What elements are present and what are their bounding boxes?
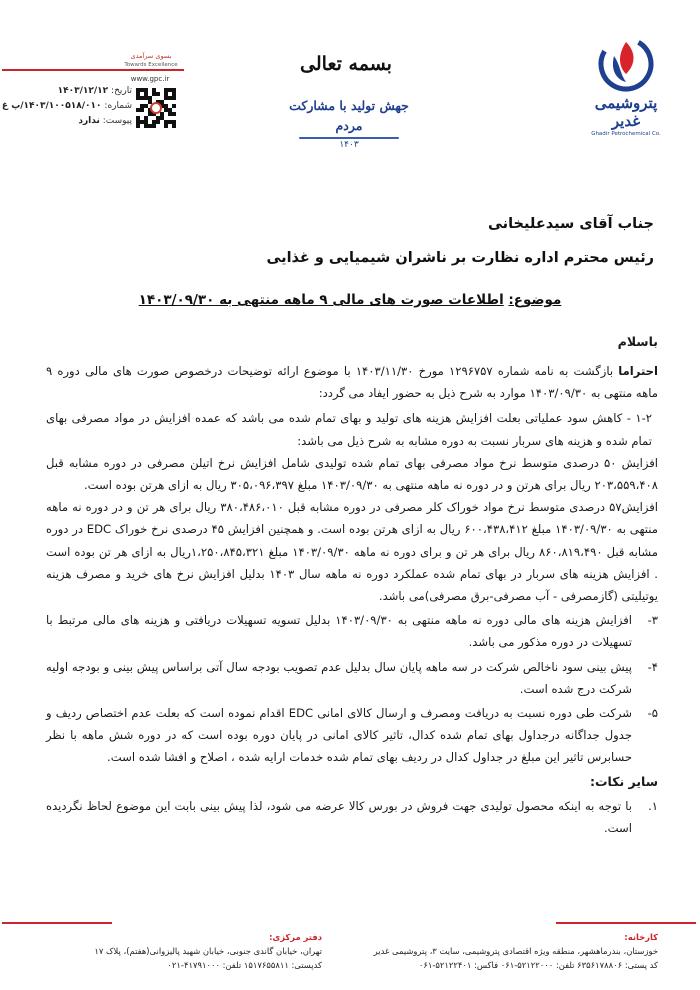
office-title: دفتر مرکزی: [269, 932, 322, 942]
other-notes-title: سایر نکات: [589, 773, 658, 789]
attachment-label: پیوست: [102, 116, 132, 126]
letter-meta [1, 84, 132, 129]
footer-office-address [32, 930, 322, 972]
subject-text: اطلاعات صورت های مالی ۹ ماهه منتهی به ۱۴۰۳/۰۹/۳۰ [138, 292, 504, 308]
excellence-en: Towards Excellence [124, 62, 178, 68]
header-accent-line [2, 69, 184, 71]
paragraph-ethylene: افزایش ۵۰ درصدی متوسط نرخ مواد مصرفی بهای تمام شده تولیدی شامل افزایش نرخ اتیلن مصرفی در دوره مشابه قبل ۲۰۳،۵۵۹،۴۰۸ ریال برای هرتن و در دوره نه ماهه منتهی به ۱۴۰۳/۰۹/۳۰ مبلغ ۳۰۵،۰۹۶،۳۹۷ ریال به ازای هرتن بوده است. [46, 455, 658, 493]
note-number: ۱. [648, 798, 658, 813]
intro-text: بازگشت به نامه شماره ۱۲۹۶۷۵۷ مورخ ۱۴۰۳/۱۱/۳۰ با موضوع ارائه توضیحات درخصوص صورت های مالی دوره ۹ ماهه منتهی به ۱۴۰۳/۰۹/۳۰ موارد به شرح ذیل به حضور ایفاد می گردد: [46, 364, 658, 401]
meta-number [1, 99, 132, 114]
bismillah-calligraphy: بسمه تعالی [300, 53, 392, 75]
recipient-block [34, 210, 654, 272]
logo-name-fa: پتروشیمی غدیر [594, 94, 658, 130]
list-item [46, 609, 658, 653]
meta-attachment [38, 114, 132, 129]
logo-name-en: Ghadir Petrochemical Co. [591, 131, 661, 137]
website-url: www.gpc.ir [130, 75, 170, 83]
intro-paragraph [46, 360, 658, 404]
factory-address: خوزستان، بندرماهشهر، منطقه ویژه اقتصادی پتروشیمی، سایت ۳، پتروشیمی غدیر [373, 946, 658, 956]
footer-accent-line-right [556, 922, 696, 924]
item-number: ۳- [647, 613, 658, 628]
qr-center-logo-icon [150, 102, 162, 114]
date-label: تاریخ: [111, 86, 132, 96]
company-logo [580, 34, 672, 136]
note-item [46, 795, 658, 839]
item-text: شرکت طی دوره نسبت به دریافت ومصرف و ارسال کالای امانی EDC اقدام نموده است که بعلت عدم اختصاص ردیف و جدول جداگانه درجداول بهای تمام شده کدال، تاثیر کالای امانی در پایان دوره بوده است که در دوره شش ماهه با نظر حسابرس تاثیر این مبلغ در جداول کدال در ردیف بهای تمام شده خدمات ارایه شده ، اصلاح و افشا شده است. [46, 706, 632, 765]
intro-bold: احتراما [618, 364, 659, 378]
item-number: ۴- [647, 659, 658, 674]
number-value: ۱۴۰۳/۱۰۰۵۱۸/۰۱۰/پ غ [1, 101, 102, 111]
paragraph-chlorine-edc: افزایش۵۷ درصدی متوسط نرخ مواد خوراک کلر مصرفی در دوره مشابه قبل ۳۸۰،۴۸۶،۰۱۰ ریال برای هر تن و در دوره نه ماهه منتهی به ۱۴۰۳/۰۹/۳۰ مبلغ ۶۰۰،۴۳۸،۴۱۲ ریال به ازای هرتن بوده است. و همچنین افزایش ۴۵ درصدی نرخ خوراک EDC در دوره مشابه قبل ۸۶۰،۸۱۹،۴۹۰ ریال برای هر تن و برای دوره نه ماهه ۱۴۰۳/۰۹/۳۰ مبلغ ۱،۲۵۰،۸۴۵،۳۲۱ریال به ازای هر تن بوده است . افزایش هزینه های سربار در بهای تمام شده عملکرد دوره نه ماهه سال ۱۴۰۳ بدلیل افزایش نرخ های خرید و مصرف هزینه یوتیلیتی (گازمصرفی - آب مصرفی-برق مصرفی)می باشد. [46, 500, 659, 604]
list-item [46, 656, 658, 700]
letter-subject [80, 292, 620, 308]
subject-label: موضوع: [508, 292, 562, 308]
year-slogan [284, 96, 414, 150]
letter-body [46, 360, 658, 839]
recipient-name: جناب آقای سیدعلیخانی [488, 216, 654, 232]
item-1-2: ۱-۲ - کاهش سود عملیاتی بعلت افزایش هزینه های تولید و بهای تمام شده می باشد که عمده افزایش در مواد مصرفی بهای تمام شده و هزینه های سربار نسبت به دوره مشابه به شرح ذیل می باشد: [46, 411, 652, 448]
office-contact: کدپستی: ۱۵۱۷۶۵۵۸۱۱ تلفن: ۴۱۷۹۱۰۰۰-۰۲۱ [167, 960, 322, 970]
date-value: ۱۴۰۳/۱۲/۱۲ [57, 86, 109, 96]
slogan-year: ۱۴۰۳ [339, 140, 359, 150]
ghadir-petrochemical-logo-icon [596, 34, 656, 92]
item-number: ۵- [647, 706, 658, 721]
greeting: باسلام [617, 334, 658, 349]
excellence-fa: بسوی سرآمدی [130, 52, 172, 60]
recipient-title: رئیس محترم اداره نظارت بر ناشران شیمیایی و غذایی [266, 250, 654, 266]
footer-accent-line-left [2, 922, 112, 924]
attachment-value: ندارد [78, 116, 100, 126]
note-text: با توجه به اینکه محصول تولیدی جهت فروش در بورس کالا عرضه می شود، لذا پیش بینی بابت این موضوع لحاظ نگردیده است. [46, 798, 632, 836]
footer-factory-address [328, 930, 658, 972]
number-label: شماره: [104, 101, 132, 111]
factory-title: کارخانه: [624, 932, 658, 942]
factory-contact: کد پستی: ۶۳۵۶۱۷۸۸۰۶ تلفن: ۵۲۱۲۲۰۰۰-۰۶۱ فاکس: ۵۲۱۲۲۴۰۱-۰۶۱ [418, 960, 658, 970]
office-address: تهران، خیابان گاندی جنوبی، خیابان شهید پالیزوانی(هفتم)، پلاک ۱۷ [94, 946, 322, 956]
excellence-badge [118, 52, 184, 69]
meta-date [38, 84, 132, 99]
item-text: افزایش هزینه های مالی دوره نه ماهه منتهی به ۱۴۰۳/۰۹/۳۰ بدلیل تسویه تسهیلات دریافتی و هزینه های مالی مرتبط با تسهیلات در دوره مذکور می باشد. [46, 613, 632, 650]
list-item [46, 702, 658, 769]
slogan-main-text: جهش تولید با مشارکت مردم [289, 98, 409, 133]
item-text: پیش بینی سود ناخالص شرکت در سه ماهه پایان سال بدلیل عدم تصویب بودجه سال آتی براساس پیش بینی و بودجه اولیه شرکت درج شده است. [46, 659, 632, 696]
